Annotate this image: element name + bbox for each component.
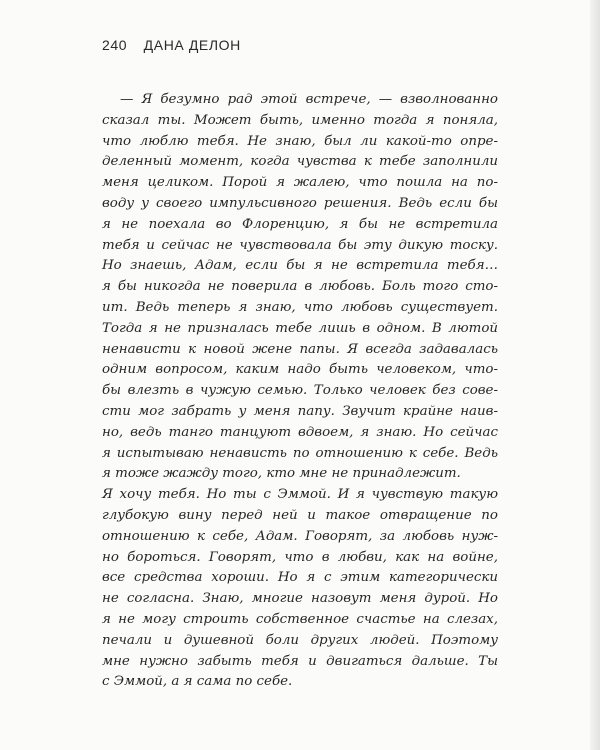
- text-line: воду у своего импульсивного решения. Ведь если бы: [102, 195, 498, 211]
- text-line: что люблю тебя. Не знаю, был ли какой-то опре-: [102, 133, 498, 149]
- text-line: я бы никогда не поверила в любовь. Боль того сто-: [102, 279, 498, 295]
- text-line: сти мог забрать у меня папу. Звучит крайне наив-: [102, 403, 498, 419]
- text-line: сказал ты. Может быть, именно тогда я поняла,: [102, 112, 498, 128]
- running-header: [102, 37, 241, 53]
- text-line: Но знаешь, Адам, если бы я не встретила тебя…: [102, 258, 498, 274]
- text-line: Я хочу тебя. Но ты с Эммой. И я чувствую такую: [102, 487, 498, 503]
- text-line: все средства хороши. Но я с этим категорически: [102, 570, 498, 586]
- text-line: я тоже жажду того, кто мне не принадлежит.: [102, 466, 461, 482]
- text-line: но, ведь танго танцуют вдвоем, я знаю. Но сейчас: [102, 424, 498, 440]
- page-number: 240: [102, 37, 128, 53]
- text-line: мне нужно забыть тебя и двигаться дальше. Ты: [102, 653, 498, 669]
- text-line: деленный момент, когда чувства к тебе заполнили: [102, 154, 498, 170]
- text-line: с Эммой, а я сама по себе.: [102, 674, 293, 690]
- text-line: меня целиком. Порой я жалею, что пошла на по-: [102, 175, 498, 191]
- text-line: я испытываю ненависть по отношению к себе. Ведь: [102, 445, 498, 461]
- text-line: отношению к себе, Адам. Говорят, за любовь нуж-: [102, 528, 498, 544]
- text-line: я не могу строить собственное счастье на слезах,: [102, 611, 498, 627]
- text-line: ит. Ведь теперь я знаю, что любовь существует.: [102, 299, 498, 315]
- body-paragraph: [102, 90, 498, 693]
- text-line: Тогда я не призналась тебе лишь в одном. В лютой: [102, 320, 498, 336]
- page-edge-shadow: [590, 0, 600, 750]
- text-line: но бороться. Говорят, что в любви, как на войне,: [102, 549, 498, 565]
- author-name: ДАНА ДЕЛОН: [143, 37, 241, 53]
- text-line: печали и душевной боли других людей. Поэтому: [102, 632, 498, 648]
- text-line: я не поехала во Флоренцию, я бы не встретила: [102, 216, 498, 232]
- text-line: одним вопросом, каким надо быть человеком, что-: [102, 362, 498, 378]
- text-line: ненависти к новой жене папы. Я всегда задавалась: [102, 341, 498, 357]
- text-line: тебя и сейчас не чувствовала бы эту дикую тоску.: [102, 237, 498, 253]
- text-line: не согласна. Знаю, многие назовут меня дурой. Но: [102, 591, 498, 607]
- text-line: глубокую вину перед ней и такое отвращение по: [102, 507, 498, 523]
- text-line: бы влезть в чужую семью. Только человек без сове-: [102, 383, 498, 399]
- text-line: — Я безумно рад этой встрече, — взволнованно: [120, 92, 498, 107]
